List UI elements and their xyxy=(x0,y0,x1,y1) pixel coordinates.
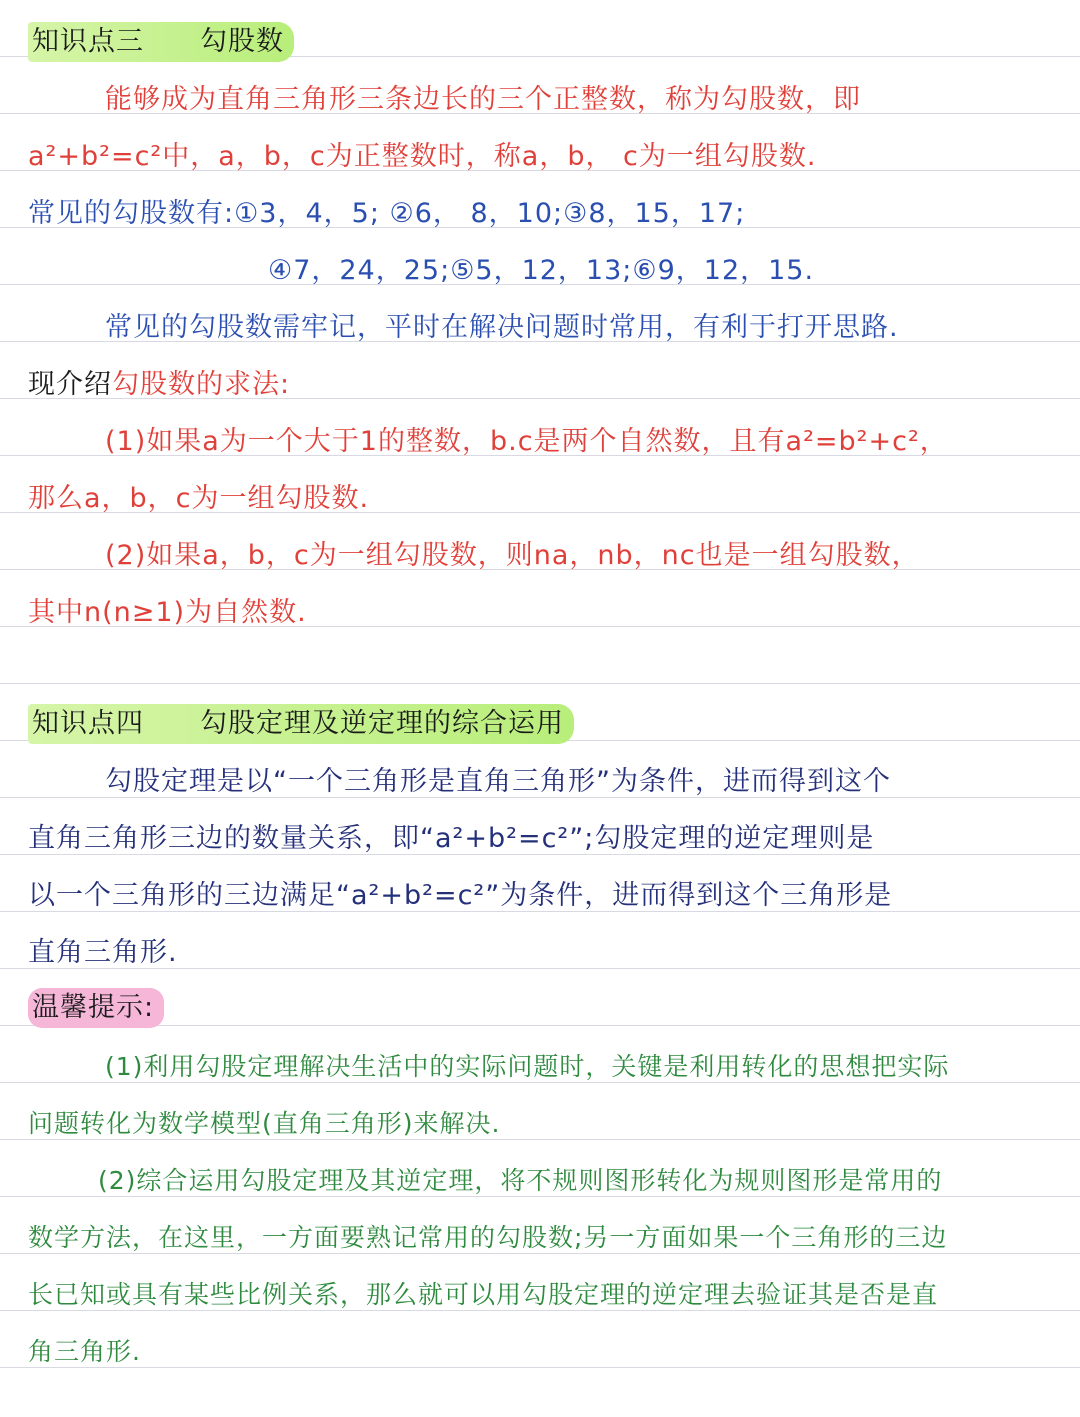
section4-heading xyxy=(28,704,1050,744)
tip2-line-3: 长已知或具有某些比例关系，那么就可以用勾股定理的逆定理去验证其是否是直 xyxy=(28,1280,939,1309)
tips-title: 温馨提示: xyxy=(28,988,164,1028)
section3-heading xyxy=(28,22,1050,62)
definition-line-2: a²+b²=c²中，a，b，c为正整数时，称a，b， c为一组勾股数. xyxy=(28,141,817,172)
common-triples-line-2: ④7，24，25;⑤5，12，13;⑥9，12，15. xyxy=(268,255,815,286)
memo-line: 常见的勾股数需牢记，平时在解决问题时常用，有利于打开思路. xyxy=(105,312,899,343)
theorem-line-1: 勾股定理是以“一个三角形是直角三角形”为条件，进而得到这个 xyxy=(105,766,891,797)
intro-rest: 勾股数的求法: xyxy=(112,369,291,400)
theorem-line-2: 直角三角形三边的数量关系，即“a²+b²=c²”;勾股定理的逆定理则是 xyxy=(28,823,875,854)
tip1-line-1: (1)利用勾股定理解决生活中的实际问题时，关键是利用转化的思想把实际 xyxy=(105,1052,950,1081)
intro-line xyxy=(28,365,1050,405)
method2-line-2: 其中n(n≥1)为自然数. xyxy=(28,597,307,628)
section3-label: 知识点三 xyxy=(32,26,144,57)
method1-line-1: (1)如果a为一个大于1的整数，b.c是两个自然数，且有a²=b²+c²， xyxy=(105,426,948,457)
section4-label: 知识点四 xyxy=(32,708,144,739)
common-triples-line-1: 常见的勾股数有:①3，4，5; ②6， 8，10;③8，15，17; xyxy=(28,198,746,229)
method2-line-1: (2)如果a，b，c为一组勾股数，则na，nb，nc也是一组勾股数， xyxy=(105,540,920,571)
definition-line-1: 能够成为直角三角形三条边长的三个正整数，称为勾股数，即 xyxy=(105,84,861,115)
section4-title: 勾股定理及逆定理的综合运用 xyxy=(200,708,564,739)
theorem-line-4: 直角三角形. xyxy=(28,937,178,968)
tip1-line-2: 问题转化为数学模型(直角三角形)来解决. xyxy=(28,1109,501,1138)
intro-prefix: 现介绍 xyxy=(28,369,112,400)
theorem-line-3: 以一个三角形的三边满足“a²+b²=c²”为条件，进而得到这个三角形是 xyxy=(28,880,893,911)
tips-heading xyxy=(28,988,1050,1028)
section3-heading-highlight xyxy=(28,22,294,62)
method1-line-2: 那么a，b，c为一组勾股数. xyxy=(28,483,370,514)
tip2-line-2: 数学方法，在这里，一方面要熟记常用的勾股数;另一方面如果一个三角形的三边 xyxy=(28,1223,948,1252)
section3-title: 勾股数 xyxy=(200,26,284,57)
tip2-line-1: (2)综合运用勾股定理及其逆定理，将不规则图形转化为规则图形是常用的 xyxy=(98,1166,943,1195)
tip2-line-4: 角三角形. xyxy=(28,1337,141,1366)
section4-heading-highlight xyxy=(28,704,574,744)
